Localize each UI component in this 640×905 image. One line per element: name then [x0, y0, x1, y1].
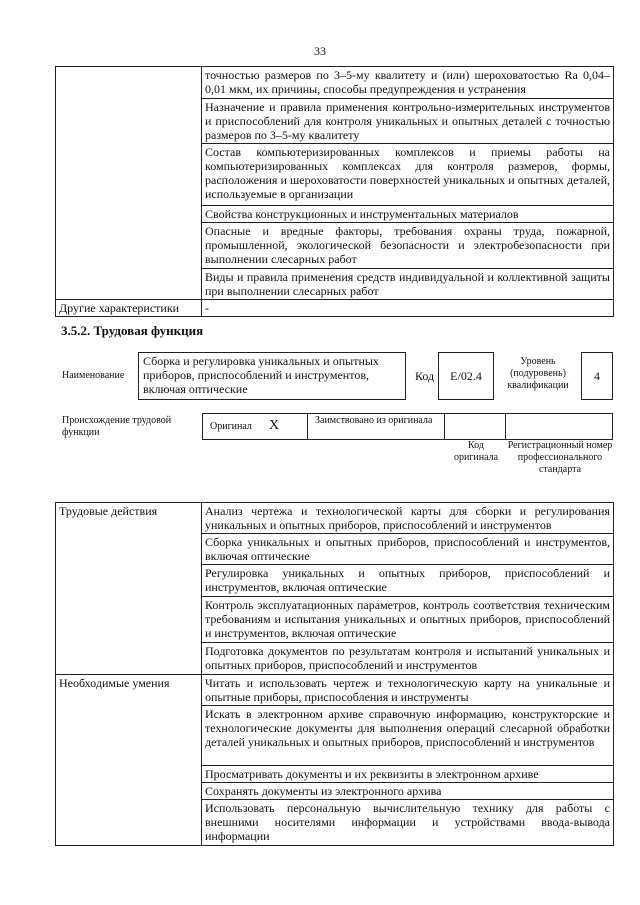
- page-number: 33: [314, 44, 326, 58]
- table-cell: Назначение и правила применения контрольно-измерительных инструментов и приспособлений для контроля уникальных и опытных деталей с точностью размеров по 3–5-му квалитету: [202, 99, 614, 144]
- table-cell: Регулировка уникальных и опытных приборов, приспособлений и инструментов, включая оптические: [202, 565, 614, 597]
- table-cell: Читать и использовать чертеж и технологическую карту на уникальные и опытные приборы, приспособления и инструменты: [202, 675, 614, 706]
- table-cell: Использовать персональную вычислительную технику для работы с внешними носителями информации и устройствами ввода-вывода информации: [202, 800, 614, 846]
- code-box: [438, 352, 494, 400]
- row-label: Другие характеристики: [56, 300, 202, 317]
- code-caption: Код оригинала: [453, 440, 499, 463]
- table-row: [56, 67, 614, 99]
- reg-caption: Регистрационный номер профессионального стандарта: [507, 440, 613, 475]
- table-row: [56, 300, 614, 317]
- borrowed-box: [307, 413, 445, 440]
- original-label: Оригинал: [210, 421, 252, 432]
- function-name: Сборка и регулировка уникальных и опытных приборов, приспособлений и инструментов, включая оптические: [143, 354, 379, 396]
- table-cell: Искать в электронном архиве справочную информацию, конструкторские и технологические документы для выполнения операций слесарной обработки деталей уникальных и опытных приборов, приспособлений и инструментов: [202, 706, 614, 766]
- table-cell: Подготовка документов по результатам контроля и испытаний уникальных и опытных приборов, приспособлений и инструментов: [202, 643, 614, 675]
- borrowed-label: Заимствовано из оригинала: [315, 415, 433, 426]
- function-code: E/02.4: [450, 369, 482, 383]
- table-row: [56, 675, 614, 706]
- row-label: Необходимые умения: [56, 675, 202, 846]
- origin-code-box: [444, 413, 506, 440]
- level-box: [581, 352, 613, 400]
- name-label: Наименование: [62, 370, 125, 381]
- table-cell: Анализ чертежа и технологической карты для сборки и регулирования уникальных и опытных приборов, приспособлений и инструментов: [202, 503, 614, 534]
- table-cell: точностью размеров по 3–5-му квалитету и (или) шероховатостью Ra 0,04–0,01 мкм, их причины, способы предупреждения и устранения: [202, 67, 614, 99]
- table-cell: Виды и правила применения средств индивидуальной и коллективной защиты при выполнении слесарных работ: [202, 269, 614, 300]
- original-mark: X: [269, 418, 280, 433]
- section-heading: 3.5.2. Трудовая функция: [61, 323, 204, 338]
- function-name-box: [138, 352, 406, 400]
- row-label: [56, 67, 202, 300]
- reg-number-box: [505, 413, 613, 440]
- table-cell: Просматривать документы и их реквизиты в электронном архиве: [202, 766, 614, 783]
- qualification-level: 4: [594, 369, 600, 383]
- code-label: Код: [415, 369, 435, 383]
- table-cell: Состав компьютеризированных комплексов и приемы работы на компьютеризированных комплексах для контроля размеров, формы, расположения и шероховатости поверхностей уникальных и опытных деталей, используемые в организации: [202, 144, 614, 206]
- table-cell: Сохранять документы из электронного архива: [202, 783, 614, 800]
- table-cell: Опасные и вредные факторы, требования охраны труда, пожарной, промышленной, экологической безопасности и электробезопасности при выполнении слесарных работ: [202, 223, 614, 269]
- row-label: Трудовые действия: [56, 503, 202, 675]
- origin-label: Происхождение трудовой функции: [62, 415, 172, 438]
- table-cell: -: [202, 300, 614, 317]
- function-table: [55, 502, 614, 846]
- table-cell: Свойства конструкционных и инструментальных материалов: [202, 206, 614, 223]
- original-box: [202, 413, 308, 440]
- level-label: Уровень (подуровень) квалификации: [507, 356, 569, 391]
- table-cell: Сборка уникальных и опытных приборов, приспособлений и инструментов, включая оптические: [202, 534, 614, 565]
- knowledge-table: [55, 66, 614, 317]
- table-row: [56, 503, 614, 534]
- table-cell: Контроль эксплуатационных параметров, контроль соответствия техническим требованиям и испытания уникальных и опытных приборов, приспособлений и инструментов, включая оптические: [202, 597, 614, 643]
